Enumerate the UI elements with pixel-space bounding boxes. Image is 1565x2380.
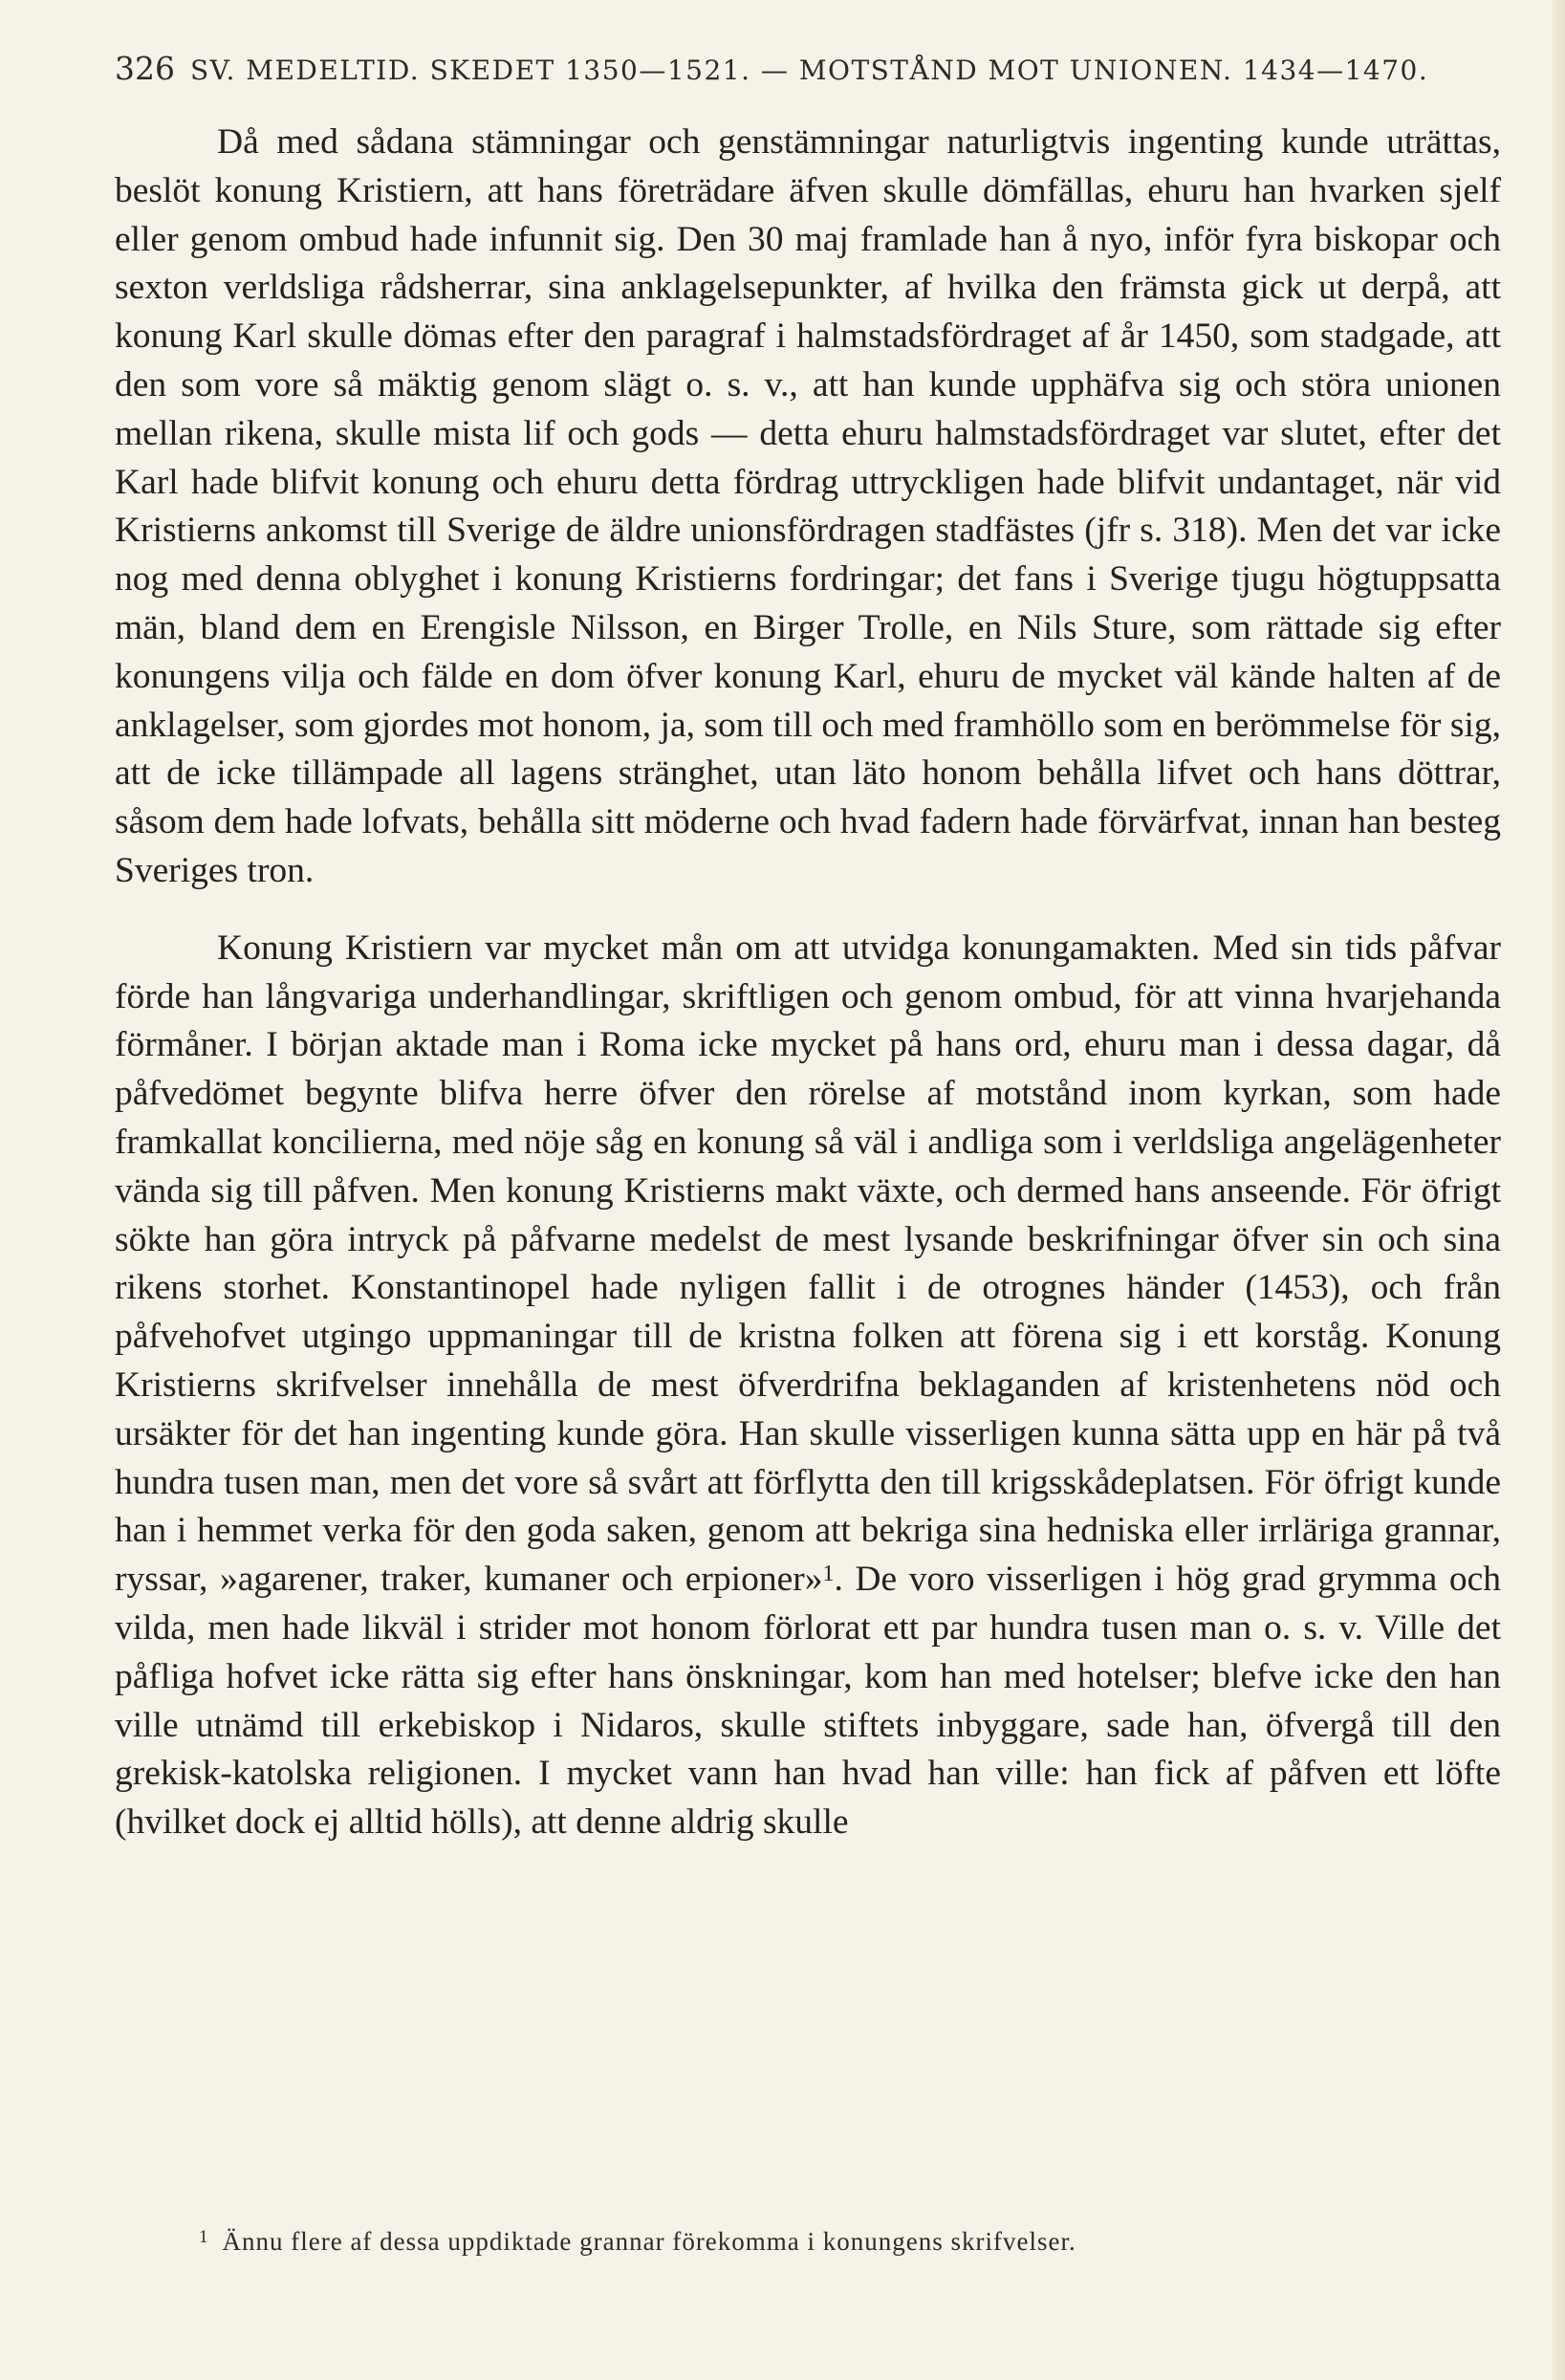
paragraph-2-text-before-note: Konung Kristiern var mycket mån om att utvidga konungamakten. Med sin tids påfvar förde han långvariga underhandlingar, skriftligen och genom ombud, för att vinna hvarjehanda förmåner. I början aktade man i Roma icke mycket på hans ord, ehuru man i dessa dagar, då påfvedömet begynte blifva herre öfver den rörelse af motstånd inom kyrkan, som hade framkallat koncilierna, med nöje såg en konung så väl i andliga som i verldsliga angelägenheter vända sig till påfven. Men konung Kristierns makt växte, och dermed hans anseende. För öfrigt sökte han göra intryck på påfvarne medelst de mest lysande beskrifningar öfver sin och sina rikens storhet. Konstantinopel hade nyligen fallit i de otrognes händer (1453), och från påfvehofvet utgingo uppmaningar till de kristna folken att förena sig i ett korståg. Konung Kristierns skrifvelser innehålla de mest öfverdrifna beklaganden af kristenhetens nöd och ursäkter för det han ingenting kunde göra. Han skulle visserligen kunna sätta upp en här på två hundra tusen man, men det vore så svårt att förflytta den till krigsskådeplatsen. För öfrigt kunde han i hemmet verka för den goda saken, genom att bekriga sina hedniska eller irrläriga grannar, ryssar, »agarener, traker, kumaner och erpioner» [115,928,1501,1600]
page-number: 326 [115,50,175,87]
paragraph-2 [115,925,1501,1847]
paragraph-2-text-after-note: . De voro visserligen i hög grad grymma och vilda, men hade likväl i strider mot honom förlorat ett par hundra tusen man o. s. v. Ville det påfliga hofvet icke rätta sig efter hans önskningar, kom han med hotelser; blefve icke den han ville utnämd till erkebiskop i Nidaros, skulle stiftets inbyggare, sade han, öfvergå till den grekisk-katolska religionen. I mycket vann han hvad han ville: han fick af påfven ett löfte (hvilket dock ej alltid hölls), att denne aldrig skulle [115,1560,1501,1843]
paragraph-1: Då med sådana stämningar och genstämningar naturligtvis ingenting kunde uträttas, beslöt konung Kristiern, att hans företrädare äfven skulle dömfällas, ehuru han hvarken sjelf eller genom ombud hade infunnit sig. Den 30 maj framlade han å nyo, inför fyra biskopar och sexton verldsliga rådsherrar, sina anklagelsepunkter, af hvilka den främsta gick ut derpå, att konung Karl skulle dömas efter den paragraf i halmstadsfördraget af år 1450, som stadgade, att den som vore så mäktig genom slägt o. s. v., att han kunde upphäfva sig och störa unionen mellan rikena, skulle mista lif och gods — detta ehuru halmstadsfördraget var slutet, efter det Karl hade blifvit konung och ehuru detta fördrag uttryckligen hade blifvit undantaget, när vid Kristierns ankomst till Sverige de äldre unionsfördragen stadfästes (jfr s. 318). Men det var icke nog med denna oblyghet i konung Kristierns fordringar; det fans i Sverige tjugu högtuppsatta män, bland dem en Erengisle Nilsson, en Birger Trolle, en Nils Sture, som rättade sig efter konungens vilja och fälde en dom öfver konung Karl, ehuru de mycket väl kände halten af de anklagelser, som gjordes mot honom, ja, som till och med framhöllo som en berömmelse för sig, att de icke tillämpade all lagens stränghet, utan läto honom behålla lifvet och hans döttrar, såsom dem hade lofvats, behålla sitt möderne och hvad fadern hade förvärfvat, innan han besteg Sveriges tron. [115,122,1501,890]
footnote-mark: 1 [199,2227,209,2247]
running-header [115,50,1501,87]
page-edge [1552,0,1565,2380]
footnote-reference: 1 [822,1561,835,1587]
footnote [115,2224,1501,2259]
running-title: SV. MEDELTID. SKEDET 1350—1521. — MOTSTÅND MOT UNIONEN. 1434—1470. [190,55,1429,86]
footnote-text: Ännu flere af dessa uppdiktade grannar förekomma i konungens skrifvelser. [222,2227,1076,2256]
main-text [115,119,1501,1847]
